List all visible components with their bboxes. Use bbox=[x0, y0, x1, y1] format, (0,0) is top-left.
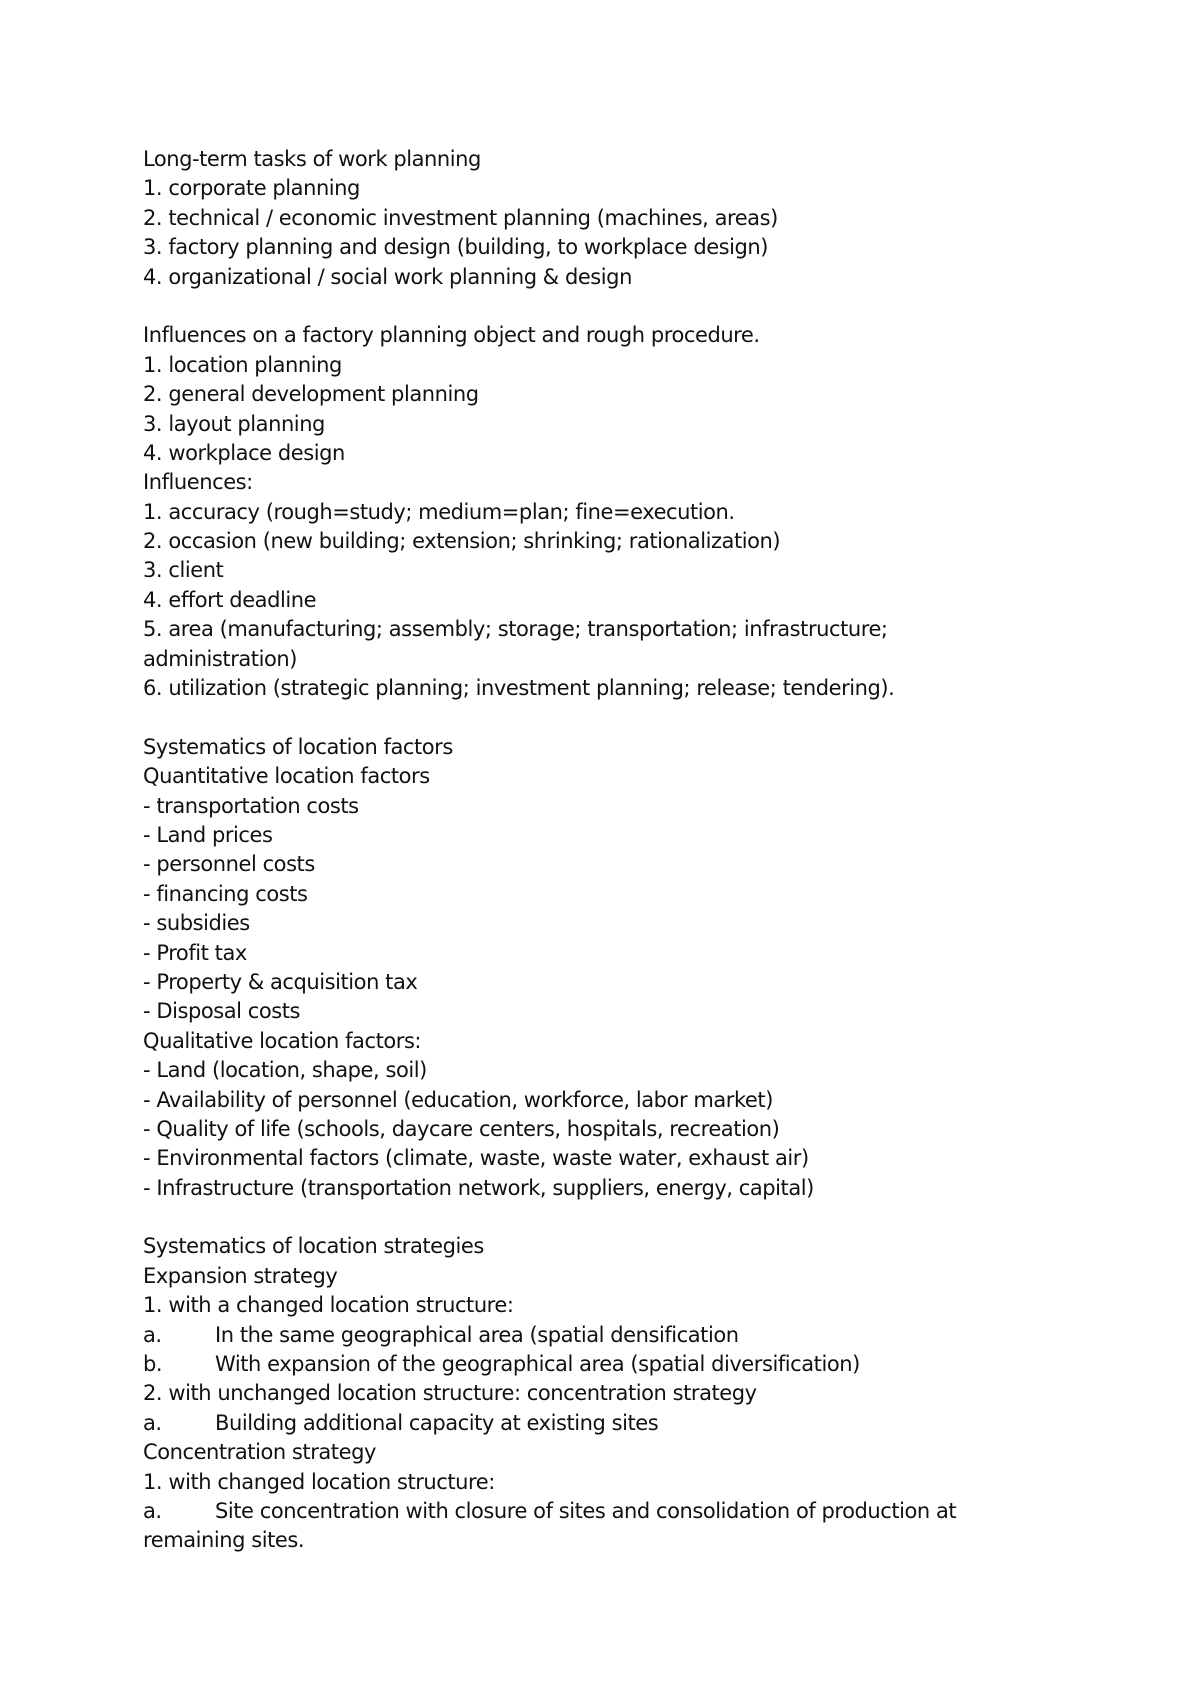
list-item: 2. general development planning bbox=[143, 382, 479, 407]
list-item: 3. factory planning and design (building, to workplace design) bbox=[143, 235, 769, 260]
sub-list-item bbox=[143, 1409, 1043, 1438]
subheading-concentration: Concentration strategy bbox=[143, 1440, 376, 1465]
section-heading-location-strategies: Systematics of location strategies bbox=[143, 1234, 484, 1259]
subheading-expansion: Expansion strategy bbox=[143, 1263, 338, 1288]
list-item: 3. client bbox=[143, 558, 224, 583]
list-item: - Profit tax bbox=[143, 940, 247, 965]
list-item: 2. technical / economic investment planning (machines, areas) bbox=[143, 205, 778, 230]
sub-list-item bbox=[143, 1497, 1043, 1526]
sub-list-item bbox=[143, 1321, 1043, 1350]
list-item: - Disposal costs bbox=[143, 999, 301, 1024]
list-item: 1. location planning bbox=[143, 352, 342, 377]
list-item: - Availability of personnel (education, workforce, labor market) bbox=[143, 1087, 773, 1112]
list-item: 1. accuracy (rough=study; medium=plan; fine=execution. bbox=[143, 499, 735, 524]
sub-item-letter: a. bbox=[143, 1322, 162, 1347]
list-item: 5. area (manufacturing; assembly; storage; transportation; infrastructure; bbox=[143, 617, 888, 642]
sub-item-text: With expansion of the geographical area (spatial diversification) bbox=[215, 1352, 860, 1377]
subheading-quantitative: Quantitative location factors bbox=[143, 764, 430, 789]
sub-item-text: Building additional capacity at existing sites bbox=[215, 1410, 659, 1435]
list-item: - Land (location, shape, soil) bbox=[143, 1058, 427, 1083]
list-item: 4. effort deadline bbox=[143, 587, 317, 612]
list-item: 4. workplace design bbox=[143, 440, 345, 465]
document-body bbox=[143, 145, 1043, 1556]
list-item: - subsidies bbox=[143, 911, 250, 936]
list-item: - Environmental factors (climate, waste, waste water, exhaust air) bbox=[143, 1146, 809, 1171]
sub-item-letter: a. bbox=[143, 1498, 162, 1523]
list-item: 1. corporate planning bbox=[143, 176, 360, 201]
list-item: - Infrastructure (transportation network, suppliers, energy, capital) bbox=[143, 1175, 814, 1200]
list-item: - personnel costs bbox=[143, 852, 315, 877]
list-item: 4. organizational / social work planning & design bbox=[143, 264, 632, 289]
paragraph-gap bbox=[143, 703, 1043, 732]
paragraph-gap bbox=[143, 292, 1043, 321]
list-item-continuation: administration) bbox=[143, 646, 297, 671]
list-item: 3. layout planning bbox=[143, 411, 325, 436]
sub-item-letter: a. bbox=[143, 1410, 162, 1435]
section-heading-location-factors: Systematics of location factors bbox=[143, 734, 453, 759]
list-item: 2. occasion (new building; extension; shrinking; rationalization) bbox=[143, 529, 781, 554]
subheading-influences: Influences: bbox=[143, 470, 253, 495]
sub-item-letter: b. bbox=[143, 1352, 163, 1377]
section-heading-factory-planning: Influences on a factory planning object and rough procedure. bbox=[143, 323, 760, 348]
section-heading-work-planning: Long-term tasks of work planning bbox=[143, 147, 481, 171]
list-item: - financing costs bbox=[143, 881, 308, 906]
list-item: - transportation costs bbox=[143, 793, 359, 818]
list-item: 2. with unchanged location structure: concentration strategy bbox=[143, 1381, 757, 1406]
sub-item-text: In the same geographical area (spatial densification bbox=[215, 1322, 739, 1347]
list-item: 1. with a changed location structure: bbox=[143, 1293, 514, 1318]
sub-list-item bbox=[143, 1350, 1043, 1379]
sub-item-text: Site concentration with closure of sites and consolidation of production at bbox=[215, 1498, 957, 1523]
list-item: - Land prices bbox=[143, 822, 273, 847]
list-item: - Quality of life (schools, daycare centers, hospitals, recreation) bbox=[143, 1116, 780, 1141]
list-item: 1. with changed location structure: bbox=[143, 1469, 495, 1494]
paragraph-gap bbox=[143, 1203, 1043, 1232]
list-item: 6. utilization (strategic planning; investment planning; release; tendering). bbox=[143, 676, 895, 701]
list-item-continuation: remaining sites. bbox=[143, 1528, 305, 1553]
subheading-qualitative: Qualitative location factors: bbox=[143, 1028, 422, 1053]
list-item: - Property & acquisition tax bbox=[143, 969, 418, 994]
